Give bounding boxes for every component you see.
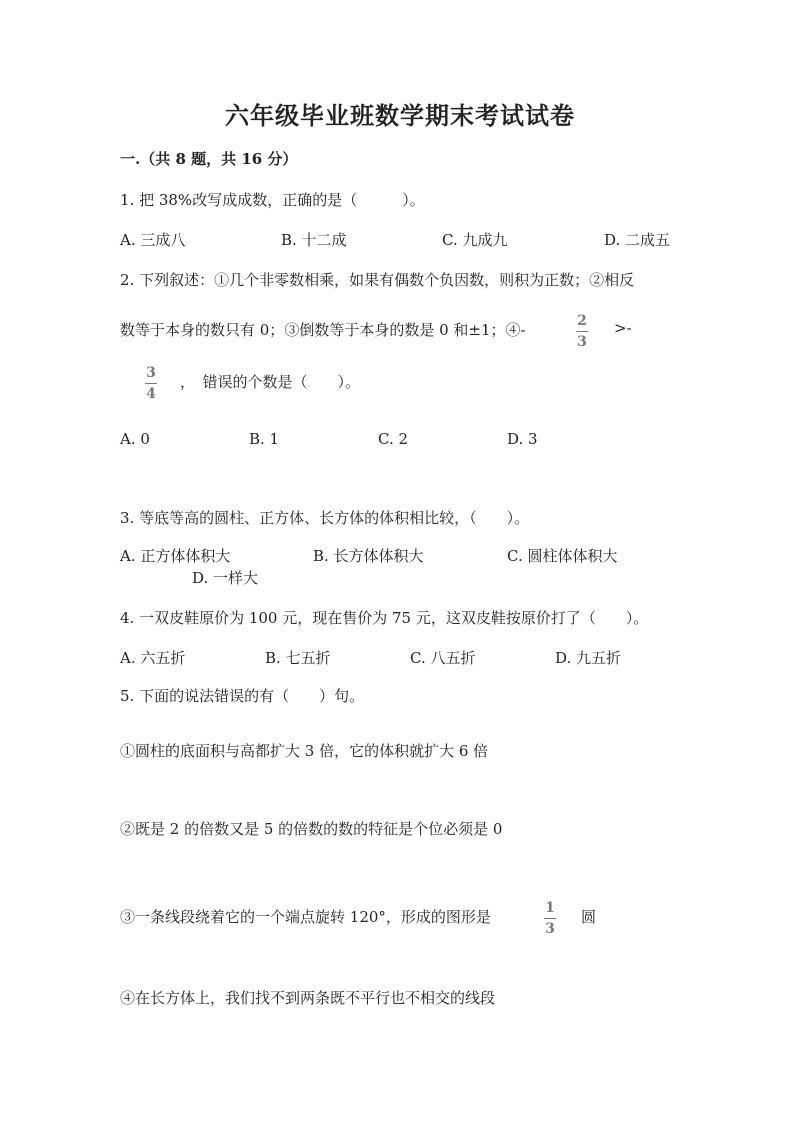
question-2-line-1: 2. 下列叙述：①几个非零数相乘，如果有偶数个负因数，则积为正数；②相反: [120, 271, 635, 289]
question-2-line-2: 数等于本身的数只有 0；③倒数等于本身的数是 0 和±1；④-: [120, 321, 526, 339]
question-4-stem: 4. 一双皮鞋原价为 100 元，现在售价为 75 元，这双皮鞋按原价打了（ ）。: [120, 609, 649, 627]
question-5-statement-2: ②既是 2 的倍数又是 5 的倍数的数的特征是个位必须是 0: [120, 820, 503, 838]
question-5-statement-3: ③一条线段绕着它的一个端点旋转 120°，形成的图形是: [120, 908, 491, 926]
fraction-denominator: 3: [545, 921, 555, 937]
fraction-denominator: 3: [577, 334, 587, 350]
question-5-stem: 5. 下面的说法错误的有（ ）句。: [120, 687, 365, 705]
page-title: 六年级毕业班数学期末考试试卷: [225, 101, 575, 130]
question-5-statement-1: ①圆柱的底面积与高都扩大 3 倍，它的体积就扩大 6 倍: [120, 742, 489, 760]
question-5-statement-4: ④在长方体上，我们找不到两条既不平行也不相交的线段: [120, 989, 496, 1007]
section-heading: 一.（共 8 题，共 16 分）: [120, 150, 298, 168]
fraction-bar: [145, 383, 157, 384]
fraction-denominator: 4: [146, 386, 156, 402]
question-3-option-d: D. 一样大: [192, 569, 259, 587]
question-4-option-d: D. 九五折: [555, 649, 622, 667]
question-2-line-3: ， 错误的个数是（ ）。: [180, 373, 361, 391]
question-2-option-d: D. 3: [507, 430, 538, 448]
question-3-option-b: B. 长方体体积大: [313, 547, 424, 565]
question-1-option-c: C. 九成九: [442, 231, 508, 249]
question-1-stem: 1. 把 38%改写成成数，正确的是（ ）。: [120, 191, 425, 209]
question-1-option-a: A. 三成八: [120, 231, 186, 249]
question-4-option-b: B. 七五折: [265, 649, 331, 667]
question-5-statement-3-suffix: 圆: [581, 908, 597, 926]
question-3-option-c: C. 圆柱体体积大: [507, 547, 618, 565]
question-1-option-d: D. 二成五: [604, 231, 671, 249]
question-3-stem: 3. 等底等高的圆柱、正方体、长方体的体积相比较，（ ）。: [120, 509, 530, 527]
question-2-option-c: C. 2: [378, 430, 409, 448]
question-4-option-a: A. 六五折: [120, 649, 186, 667]
fraction-one-third: [544, 901, 556, 936]
question-2-option-a: A. 0: [120, 430, 150, 448]
question-2-greater-than-minus: >-: [614, 319, 632, 337]
fraction-bar: [544, 918, 556, 919]
fraction-two-thirds: [576, 314, 588, 349]
question-4-option-c: C. 八五折: [410, 649, 476, 667]
fraction-three-quarters: [145, 366, 157, 401]
question-3-option-a: A. 正方体体积大: [120, 547, 231, 565]
fraction-numerator: 2: [577, 313, 587, 329]
fraction-numerator: 3: [146, 365, 156, 381]
question-2-option-b: B. 1: [249, 430, 280, 448]
question-1-option-b: B. 十二成: [281, 231, 347, 249]
fraction-numerator: 1: [545, 900, 555, 916]
fraction-bar: [576, 331, 588, 332]
